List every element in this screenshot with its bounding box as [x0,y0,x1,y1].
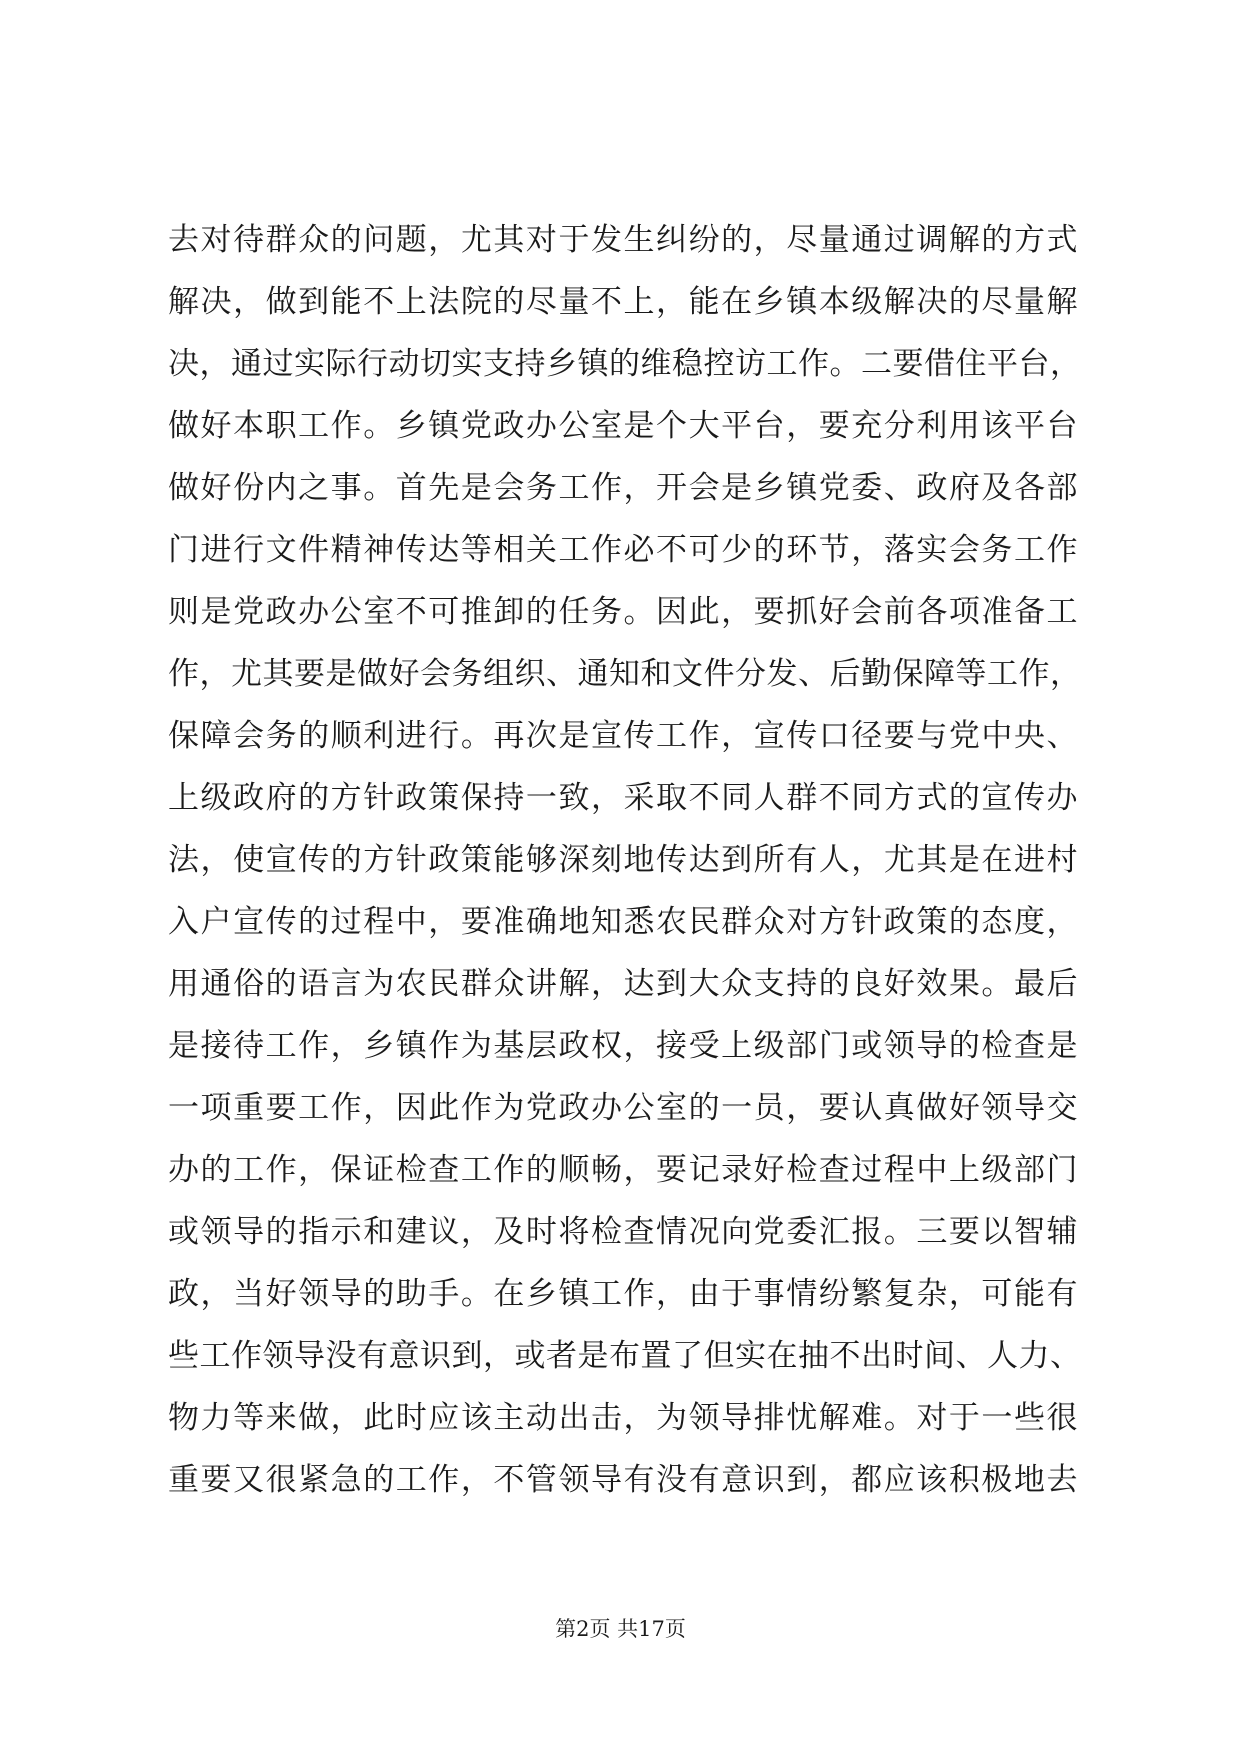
text-line: 些工作领导没有意识到，或者是布置了但实在抽不出时间、人力、 [168,1338,1082,1374]
text-line: 政，当好领导的助手。在乡镇工作，由于事情纷繁复杂，可能有 [168,1276,1078,1312]
text-line: 门进行文件精神传达等相关工作必不可少的环节，落实会务工作 [168,532,1078,568]
text-line: 做好份内之事。首先是会务工作，开会是乡镇党委、政府及各部 [168,470,1078,506]
text-line: 保障会务的顺利进行。再次是宣传工作，宣传口径要与党中央、 [168,718,1078,754]
text-line: 一项重要工作，因此作为党政办公室的一员，要认真做好领导交 [168,1090,1078,1126]
text-line: 重要又很紧急的工作，不管领导有没有意识到，都应该积极地去 [168,1462,1078,1498]
text-line: 用通俗的语言为农民群众讲解，达到大众支持的良好效果。最后 [168,966,1078,1002]
text-line: 做好本职工作。乡镇党政办公室是个大平台，要充分利用该平台 [168,408,1078,444]
text-line: 决，通过实际行动切实支持乡镇的维稳控访工作。二要借住平台， [168,346,1082,382]
text-line: 作，尤其要是做好会务组织、通知和文件分发、后勤保障等工作， [168,656,1082,692]
text-line: 办的工作，保证检查工作的顺畅，要记录好检查过程中上级部门 [168,1152,1078,1188]
text-line: 物力等来做，此时应该主动出击，为领导排忧解难。对于一些很 [168,1400,1078,1436]
text-line: 法，使宣传的方针政策能够深刻地传达到所有人，尤其是在进村 [168,842,1078,878]
text-line: 去对待群众的问题，尤其对于发生纠纷的，尽量通过调解的方式 [168,222,1078,258]
text-line: 入户宣传的过程中，要准确地知悉农民群众对方针政策的态度， [168,904,1078,940]
text-line: 上级政府的方针政策保持一致，采取不同人群不同方式的宣传办 [168,780,1078,816]
text-line: 则是党政办公室不可推卸的任务。因此，要抓好会前各项准备工 [168,594,1078,630]
text-line: 是接待工作，乡镇作为基层政权，接受上级部门或领导的检查是 [168,1028,1078,1064]
text-line: 或领导的指示和建议，及时将检查情况向党委汇报。三要以智辅 [168,1214,1078,1250]
page-number-footer: 第2页 共17页 [555,1617,686,1641]
text-line: 解决，做到能不上法院的尽量不上，能在乡镇本级解决的尽量解 [168,284,1078,320]
